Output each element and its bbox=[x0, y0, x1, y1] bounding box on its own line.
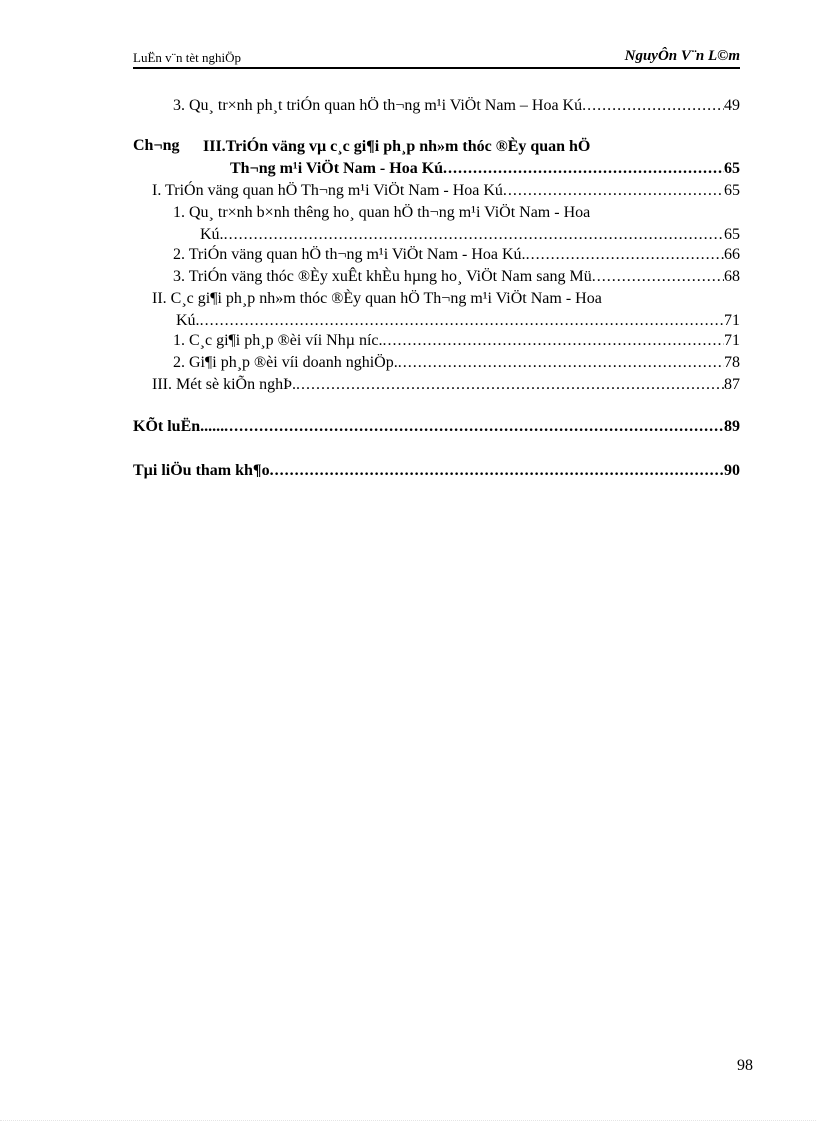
dot-leader bbox=[582, 96, 724, 115]
toc-entry: 1. C¸c gi¶i ph¸p ®èi víi Nhµ níc. ..... 71 bbox=[173, 331, 740, 350]
chapter-label: Ch¬ng bbox=[133, 137, 180, 154]
toc-entry: 2. TriÓn väng quan hÖ th¬ng m¹i ViÖt Nam - Hoa Kú. ..... 66 bbox=[173, 245, 740, 264]
dot-leader bbox=[270, 461, 724, 480]
dot-leader bbox=[224, 417, 724, 436]
dot-leader bbox=[382, 331, 724, 350]
dot-leader bbox=[224, 225, 724, 244]
toc-entry: II. C¸c gi¶i ph¸p nh»m thóc ®Èy quan hÖ Th¬ng m¹i ViÖt Nam - Hoa bbox=[152, 290, 602, 307]
author-name: NguyÔn V¨n L©m bbox=[624, 48, 740, 64]
toc-entry: 2. Gi¶i ph¸p ®èi víi doanh nghiÖp. ..... 78 bbox=[173, 353, 740, 372]
toc-entry: Kú. ..... 65 bbox=[200, 225, 740, 244]
toc-references-entry: Tµi liÖu tham kh¶o ..... 90 bbox=[133, 461, 740, 480]
toc-entry: 3. TriÓn väng thóc ®Èy xuÊt khÈu hµng ho¸ ViÖt Nam sang Mü ..... 68 bbox=[173, 267, 740, 286]
dot-leader bbox=[503, 181, 724, 200]
toc-chapter-entry: Th¬ng m¹i ViÖt Nam - Hoa Kú ..... 65 bbox=[230, 159, 740, 178]
toc-entry: 1. Qu¸ tr×nh b×nh thêng ho¸ quan hÖ th¬ng m¹i ViÖt Nam - Hoa bbox=[173, 204, 591, 221]
dot-leader bbox=[526, 245, 724, 264]
page-number: 98 bbox=[737, 1057, 753, 1074]
dot-leader bbox=[296, 375, 724, 394]
toc-entry: III. Mét sè kiÕn nghÞ. ..... 87 bbox=[152, 375, 740, 394]
toc-entry: 3. Qu¸ tr×nh ph¸t triÓn quan hÖ th¬ng m¹i ViÖt Nam – Hoa Kú ..... 49 bbox=[173, 96, 740, 115]
page-bottom-edge bbox=[0, 1120, 816, 1121]
thesis-title: LuËn v¨n tèt nghiÖp bbox=[133, 50, 241, 65]
toc-entry: I. TriÓn väng quan hÖ Th¬ng m¹i ViÖt Nam - Hoa Kú ..... 65 bbox=[152, 181, 740, 200]
toc-conclusion-entry: KÕt luËn...... ..... 89 bbox=[133, 417, 740, 436]
dot-leader bbox=[200, 311, 724, 330]
toc-entry: Kú. ..... 71 bbox=[176, 311, 740, 330]
toc-chapter-entry: III.TriÓn väng vµ c¸c gi¶i ph¸p nh»m thóc ®Èy quan hÖ bbox=[203, 138, 591, 155]
dot-leader bbox=[443, 159, 724, 178]
dot-leader bbox=[398, 353, 724, 372]
dot-leader bbox=[592, 267, 724, 286]
